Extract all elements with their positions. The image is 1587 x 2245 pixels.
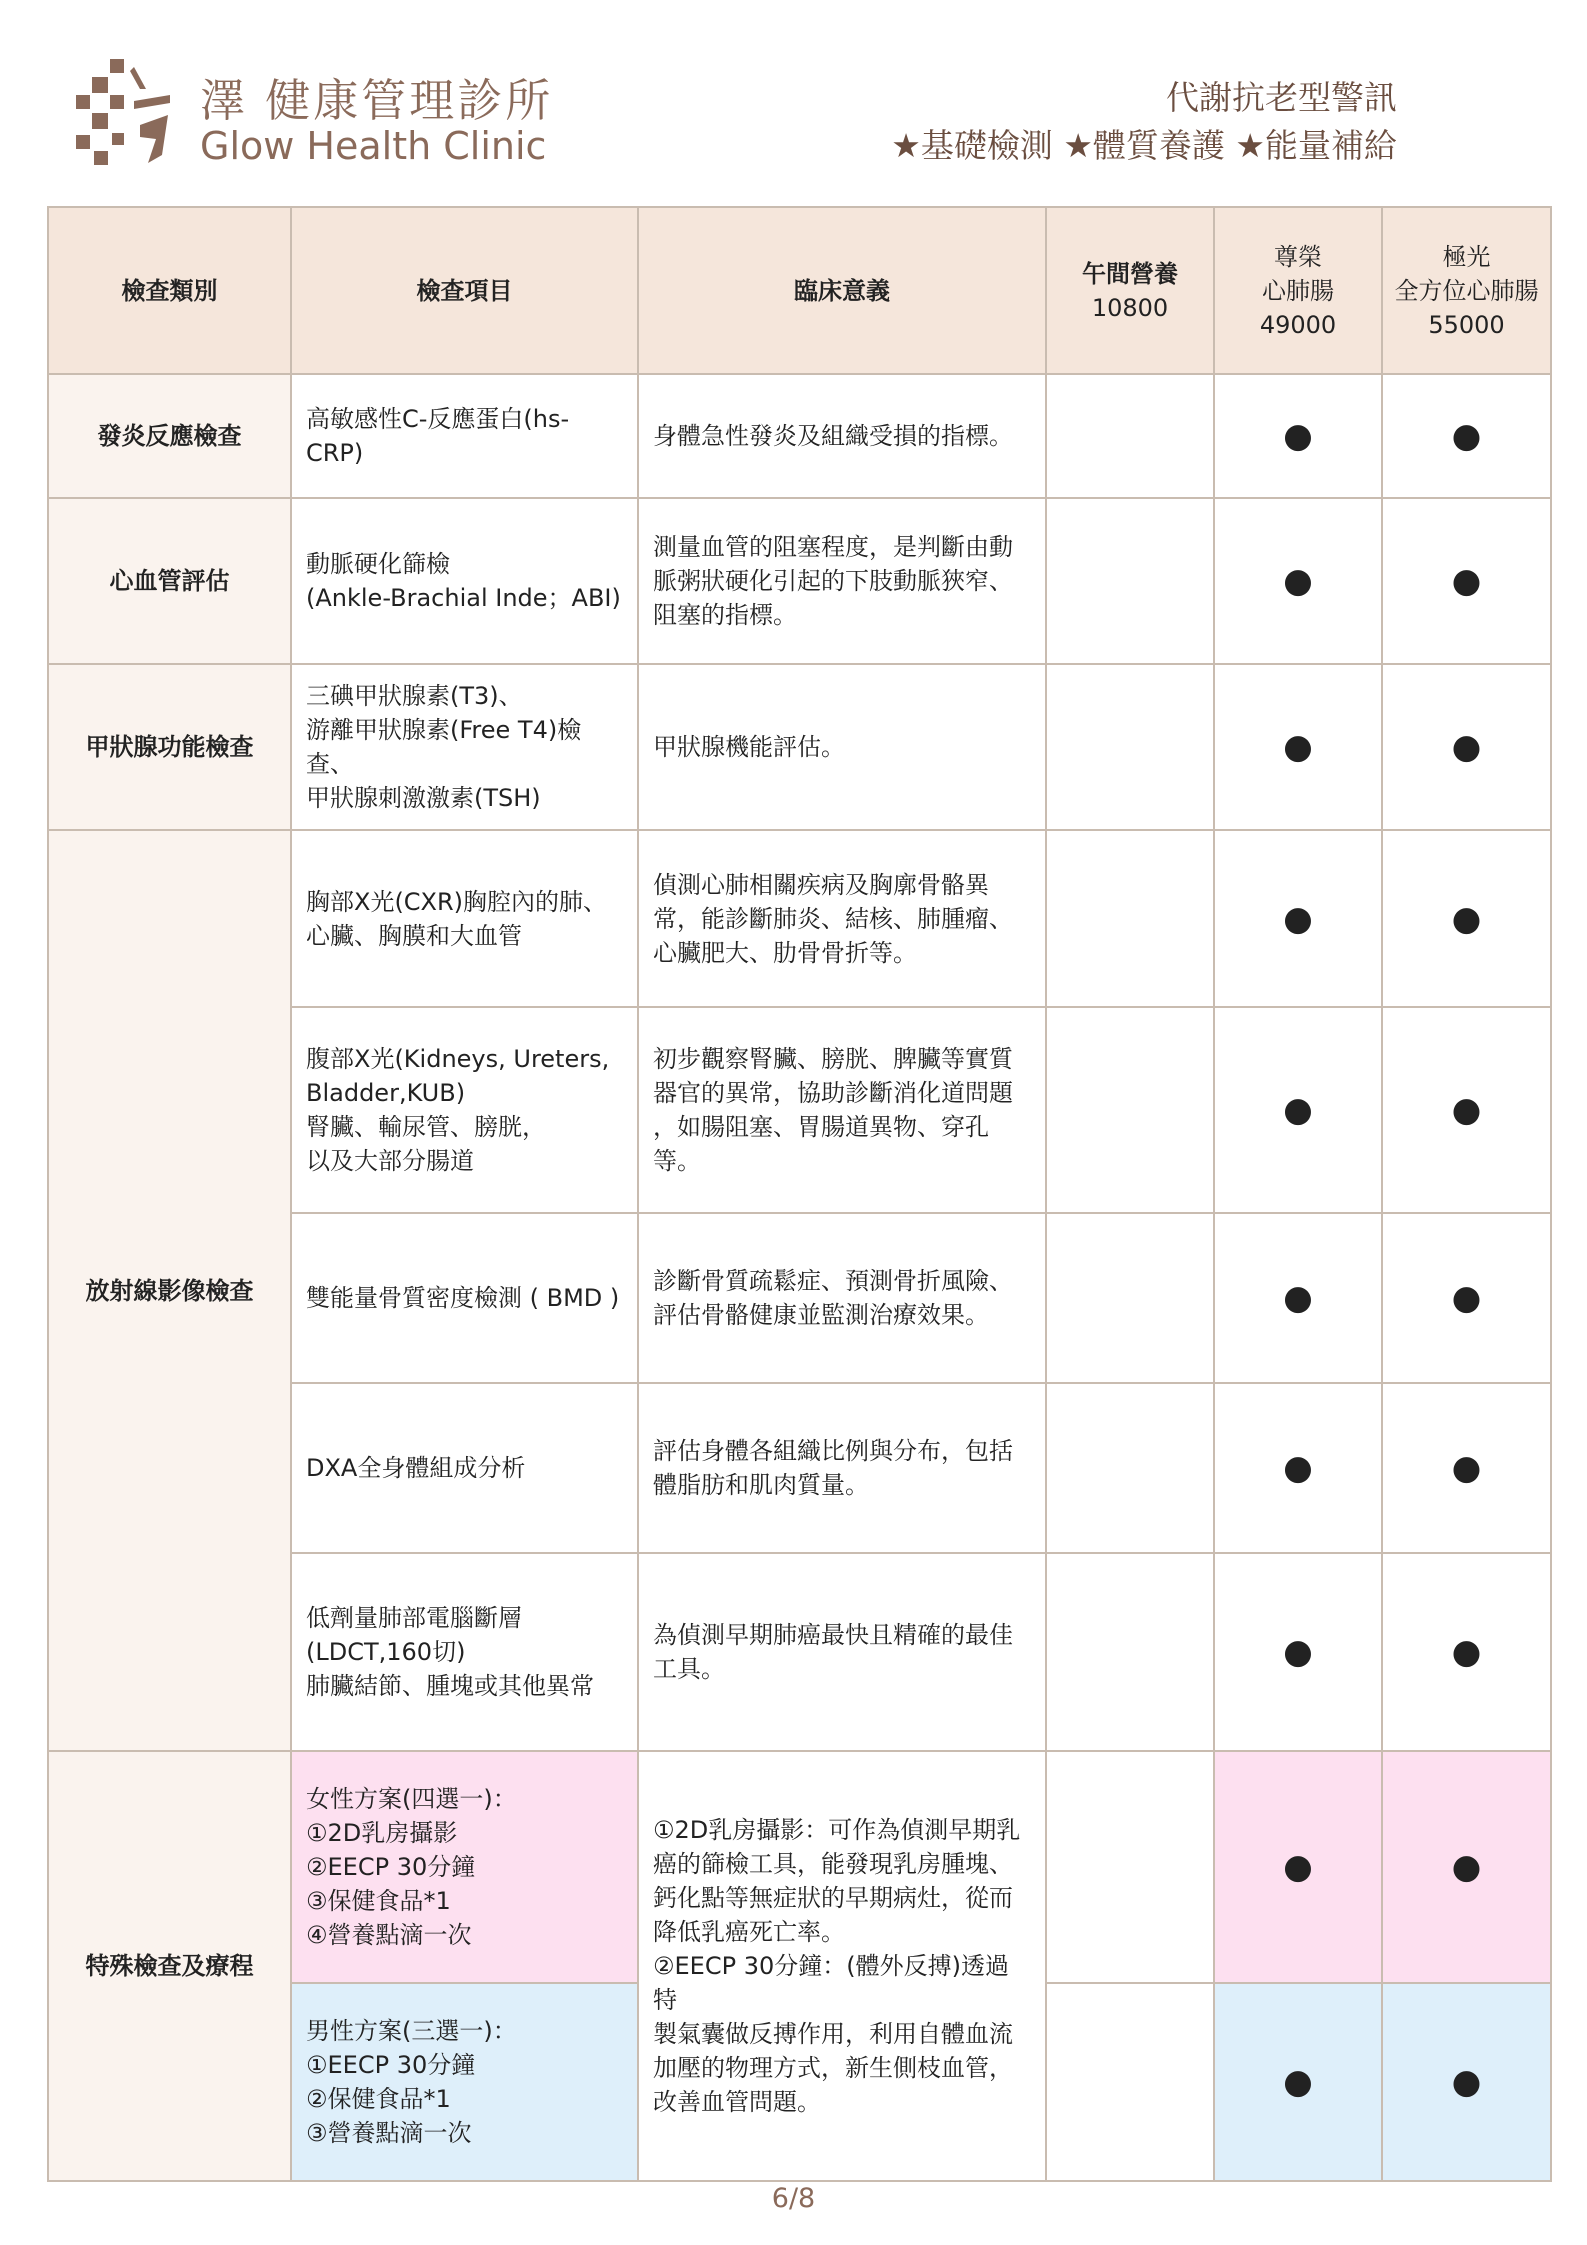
table-row (48, 664, 1551, 830)
meaning-cell (638, 1383, 1046, 1553)
item-line: 以及大部分腸道 (306, 1147, 474, 1175)
plan-honor-included-dot: ● (1214, 830, 1382, 1007)
plan-aurora-included-dot: ● (1382, 498, 1551, 664)
meaning-cell (638, 664, 1046, 830)
plan-honor-included-dot: ● (1214, 374, 1382, 498)
meaning-line: 製氣囊做反搏作用，利用自體血流 (653, 2020, 1013, 2048)
item-line: 腎臟、輸尿管、膀胱， (306, 1113, 546, 1141)
plan-honor-included-dot: ● (1214, 1553, 1382, 1751)
plan-aurora-included-dot: ● (1382, 664, 1551, 830)
plan-honor-included-dot: ● (1214, 1983, 1382, 2181)
meaning-line: 鈣化點等無症狀的早期病灶，從而 (653, 1884, 1013, 1912)
meaning-line: 癌的篩檢工具，能發現乳房腫塊、 (653, 1850, 1013, 1878)
item-line: 女性方案(四選一)： (306, 1785, 517, 1813)
item-line: 高敏感性C-反應蛋白(hs-CRP) (306, 405, 570, 467)
plan-lunch-cell (1046, 1007, 1214, 1213)
meaning-line: 常，能診斷肺炎、結核、肺腫瘤、 (653, 904, 1013, 933)
header-plan-honor (1214, 207, 1382, 374)
meaning-line: ，如腸阻塞、胃腸道異物、穿孔 (653, 1113, 989, 1141)
item-line: ④營養點滴一次 (306, 1921, 472, 1949)
item-cell (291, 1553, 638, 1751)
table-row (48, 374, 1551, 498)
meaning-line: 加壓的物理方式，新生側枝血管， (653, 2054, 1013, 2082)
header-plan-aurora-price: 55000 (1428, 310, 1505, 339)
header-plan-aurora-desc: 全方位心肺腸 (1394, 276, 1539, 305)
plan-aurora-included-dot: ● (1382, 1983, 1551, 2181)
meaning-cell (638, 1213, 1046, 1383)
table-row-female-plan (48, 1751, 1551, 1983)
item-line: 肺臟結節、腫塊或其他異常 (306, 1672, 594, 1700)
meaning-line: 為偵測早期肺癌最快且精確的最佳 (653, 1621, 1013, 1649)
item-cell (291, 374, 638, 498)
meaning-cell (638, 1751, 1046, 2181)
item-line: 腹部X光(Kidneys, Ureters, (306, 1045, 610, 1073)
meaning-line: 體脂肪和肌肉質量。 (653, 1471, 869, 1499)
plan-lunch-cell (1046, 830, 1214, 1007)
header-meaning: 臨床意義 (638, 207, 1046, 374)
meaning-line: 甲狀腺機能評估。 (653, 733, 845, 761)
item-line: ①2D乳房攝影 (306, 1819, 458, 1847)
plan-lunch-cell (1046, 664, 1214, 830)
category-cell: 甲狀腺功能檢查 (48, 664, 291, 830)
brand-name-chinese: 澤 健康管理診所 (200, 74, 554, 127)
header-category: 檢查類別 (48, 207, 291, 374)
item-line: (LDCT,160切) (306, 1638, 466, 1666)
item-cell (291, 664, 638, 830)
meaning-line: 評估骨骼健康並監測治療效果。 (653, 1301, 989, 1329)
plan-honor-included-dot: ● (1214, 1007, 1382, 1213)
meaning-line: 阻塞的指標。 (653, 601, 797, 629)
item-line: DXA全身體組成分析 (306, 1454, 526, 1482)
meaning-line: 工具。 (653, 1655, 725, 1683)
plan-lunch-cell (1046, 1751, 1214, 1983)
item-line: (Ankle-Brachial Inde；ABI) (306, 584, 621, 612)
meaning-line: 等。 (653, 1147, 701, 1175)
category-cell: 發炎反應檢查 (48, 374, 291, 498)
item-line: ②保健食品*1 (306, 2085, 451, 2113)
item-cell (291, 830, 638, 1007)
plan-aurora-included-dot: ● (1382, 1007, 1551, 1213)
male-plan-item-cell (291, 1983, 638, 2181)
meaning-cell (638, 498, 1046, 664)
item-line: 低劑量肺部電腦斷層 (306, 1604, 522, 1632)
page-header (0, 0, 1587, 200)
meaning-line: 身體急性發炎及組織受損的指標。 (653, 422, 1013, 450)
plan-honor-included-dot: ● (1214, 1213, 1382, 1383)
plan-honor-included-dot: ● (1214, 1751, 1382, 1983)
meaning-line: 降低乳癌死亡率。 (653, 1918, 845, 1946)
plan-lunch-cell (1046, 1983, 1214, 2181)
plan-lunch-cell (1046, 1213, 1214, 1383)
brand-name-english: Glow Health Clinic (200, 124, 547, 168)
item-line: ②EECP 30分鐘 (306, 1853, 476, 1881)
plan-lunch-cell (1046, 1553, 1214, 1751)
exam-plan-table (47, 206, 1552, 2182)
table-row (48, 830, 1551, 1007)
document-title: 代謝抗老型警訊 (1166, 78, 1397, 117)
plan-aurora-included-dot: ● (1382, 1383, 1551, 1553)
item-cell (291, 498, 638, 664)
meaning-line: ①2D乳房攝影：可作為偵測早期乳 (653, 1816, 1021, 1844)
table-row (48, 498, 1551, 664)
header-plan-lunch-price: 10800 (1091, 293, 1169, 322)
plan-aurora-included-dot: ● (1382, 1553, 1551, 1751)
category-cell: 心血管評估 (48, 498, 291, 664)
header-plan-lunch-name: 午間營養 (1082, 259, 1178, 288)
item-line: 動脈硬化篩檢 (306, 550, 450, 578)
plan-lunch-cell (1046, 374, 1214, 498)
header-plan-aurora-name: 極光 (1442, 242, 1491, 271)
plan-honor-included-dot: ● (1214, 664, 1382, 830)
plan-honor-included-dot: ● (1214, 1383, 1382, 1553)
plan-lunch-cell (1046, 498, 1214, 664)
header-plan-honor-desc: 心肺腸 (1262, 276, 1334, 305)
category-cell: 特殊檢查及療程 (48, 1751, 291, 2181)
document-subtitle: ★基礎檢測 ★體質養護 ★能量補給 (891, 126, 1397, 165)
plan-aurora-included-dot: ● (1382, 830, 1551, 1007)
meaning-line: 心臟肥大、肋骨骨折等。 (653, 938, 917, 967)
header-plan-lunch (1046, 207, 1214, 374)
meaning-line: 診斷骨質疏鬆症、預測骨折風險、 (653, 1267, 1013, 1295)
meaning-line: 偵測心肺相關疾病及胸廓骨骼異 (653, 870, 989, 899)
header-plan-aurora (1382, 207, 1551, 374)
meaning-line: 改善血管問題。 (653, 2088, 821, 2116)
meaning-cell (638, 830, 1046, 1007)
page-number: 6/8 (771, 2183, 816, 2214)
meaning-line: ②EECP 30分鐘：(體外反搏)透過特 (653, 1952, 1009, 2014)
meaning-cell (638, 374, 1046, 498)
header-plan-honor-name: 尊榮 (1274, 242, 1322, 271)
meaning-line: 脈粥狀硬化引起的下肢動脈狹窄、 (653, 567, 1013, 595)
item-line: Bladder,KUB) (306, 1079, 466, 1107)
clinic-logo-icon (72, 55, 182, 175)
item-line: 三碘甲狀腺素(T3)、 (306, 682, 523, 710)
plan-aurora-included-dot: ● (1382, 374, 1551, 498)
item-line: 男性方案(三選一)： (306, 2017, 517, 2045)
female-plan-item-cell (291, 1751, 638, 1983)
item-line: 心臟、胸膜和大血管 (306, 921, 522, 950)
item-line: ①EECP 30分鐘 (306, 2051, 476, 2079)
item-line: 游離甲狀腺素(Free T4)檢查、 (306, 716, 582, 778)
category-cell: 放射線影像檢查 (48, 830, 291, 1751)
meaning-cell (638, 1007, 1046, 1213)
plan-aurora-included-dot: ● (1382, 1213, 1551, 1383)
item-line: 雙能量骨質密度檢測 ( BMD ) (306, 1284, 620, 1312)
item-cell (291, 1007, 638, 1213)
item-cell (291, 1213, 638, 1383)
meaning-line: 初步觀察腎臟、膀胱、脾臟等實質 (653, 1045, 1013, 1073)
plan-lunch-cell (1046, 1383, 1214, 1553)
header-item: 檢查項目 (291, 207, 638, 374)
table-header-row (48, 207, 1551, 374)
item-cell (291, 1383, 638, 1553)
item-line: ③營養點滴一次 (306, 2119, 472, 2147)
item-line: 甲狀腺刺激激素(TSH) (306, 784, 541, 812)
header-plan-honor-price: 49000 (1259, 310, 1337, 339)
meaning-cell (638, 1553, 1046, 1751)
item-line: 胸部X光(CXR)胸腔內的肺、 (306, 887, 608, 916)
meaning-line: 評估身體各組織比例與分布，包括 (653, 1437, 1013, 1465)
plan-honor-included-dot: ● (1214, 498, 1382, 664)
meaning-line: 測量血管的阻塞程度，是判斷由動 (653, 533, 1013, 561)
meaning-line: 器官的異常，協助診斷消化道問題 (653, 1079, 1013, 1107)
plan-aurora-included-dot: ● (1382, 1751, 1551, 1983)
item-line: ③保健食品*1 (306, 1887, 451, 1915)
